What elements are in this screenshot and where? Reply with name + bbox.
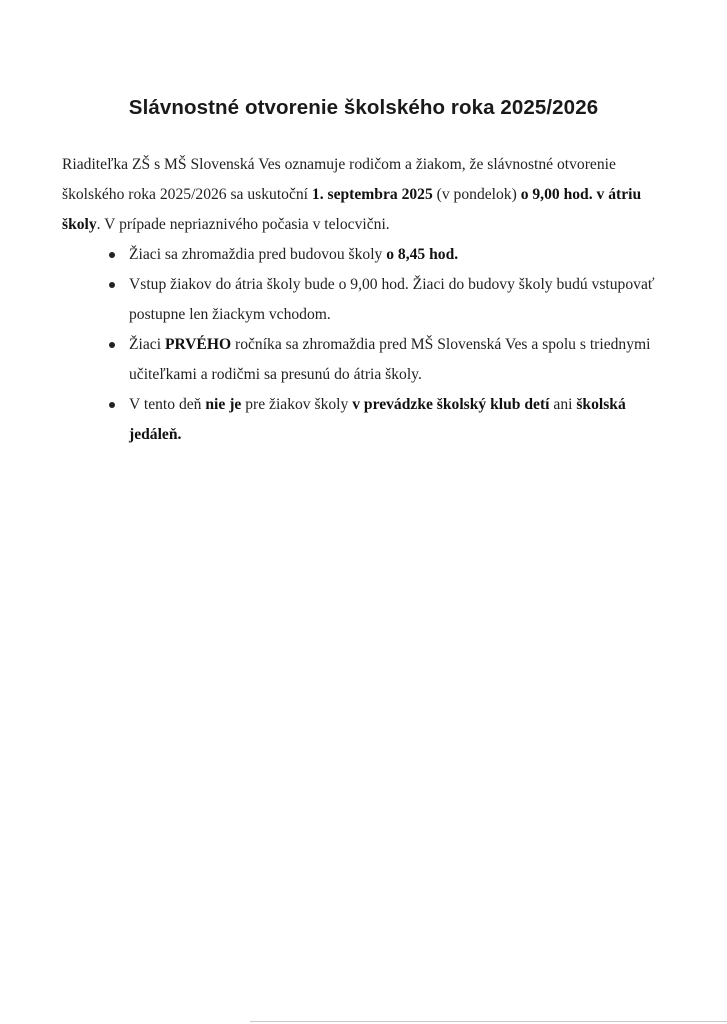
bullet-icon bbox=[109, 282, 115, 288]
intro-time-place: o 9,00 hod. v átriu školy bbox=[62, 186, 642, 233]
bullet-text: ročníka sa zhromaždia pred MŠ Slovenská Ves a spolu s triednymi učiteľkami a rodičmi sa presunú do átria školy. bbox=[129, 336, 651, 383]
bullet-text: V tento deň bbox=[129, 396, 206, 413]
bullet-text: Žiaci bbox=[129, 336, 165, 353]
bullet-text: Žiaci sa zhromaždia pred budovou školy bbox=[129, 246, 387, 263]
bullet-icon bbox=[109, 402, 115, 408]
document-body bbox=[62, 150, 672, 450]
bullet-bold-text: PRVÉHO bbox=[164, 336, 232, 353]
list-item bbox=[129, 270, 672, 330]
bullet-bold-text: v prevádzke školský klub detí bbox=[352, 396, 550, 413]
bullet-text: ani bbox=[549, 396, 577, 413]
bullet-icon bbox=[109, 252, 115, 258]
intro-date: 1. septembra 2025 bbox=[311, 186, 433, 203]
bullet-bold-text: nie je bbox=[205, 396, 242, 413]
scan-edge-line bbox=[250, 1021, 727, 1022]
document-title: Slávnostné otvorenie školského roka 2025/2026 bbox=[128, 96, 599, 119]
intro-paragraph bbox=[62, 150, 672, 240]
intro-text: Riaditeľka ZŠ s MŠ Slovenská Ves oznamuje rodičom a žiakom, že slávnostné otvorenie školského roka 2025/2026 sa uskutoční bbox=[62, 156, 616, 203]
bullet-list bbox=[62, 240, 672, 450]
list-item bbox=[129, 330, 672, 390]
list-item bbox=[129, 390, 672, 450]
bullet-icon bbox=[109, 342, 115, 348]
bullet-text: Vstup žiakov do átria školy bude o 9,00 hod. Žiaci do budovy školy budú vstupovať postupne len žiackym vchodom. bbox=[129, 276, 655, 323]
bullet-bold-text: o 8,45 hod. bbox=[386, 246, 459, 263]
bullet-bold-text: školská jedáleň. bbox=[129, 396, 626, 443]
list-item bbox=[129, 240, 672, 270]
intro-weather-note: . V prípade nepriaznivého počasia v telocvični. bbox=[96, 216, 390, 233]
bullet-text: pre žiakov školy bbox=[241, 396, 353, 413]
intro-day: (v pondelok) bbox=[432, 186, 521, 203]
